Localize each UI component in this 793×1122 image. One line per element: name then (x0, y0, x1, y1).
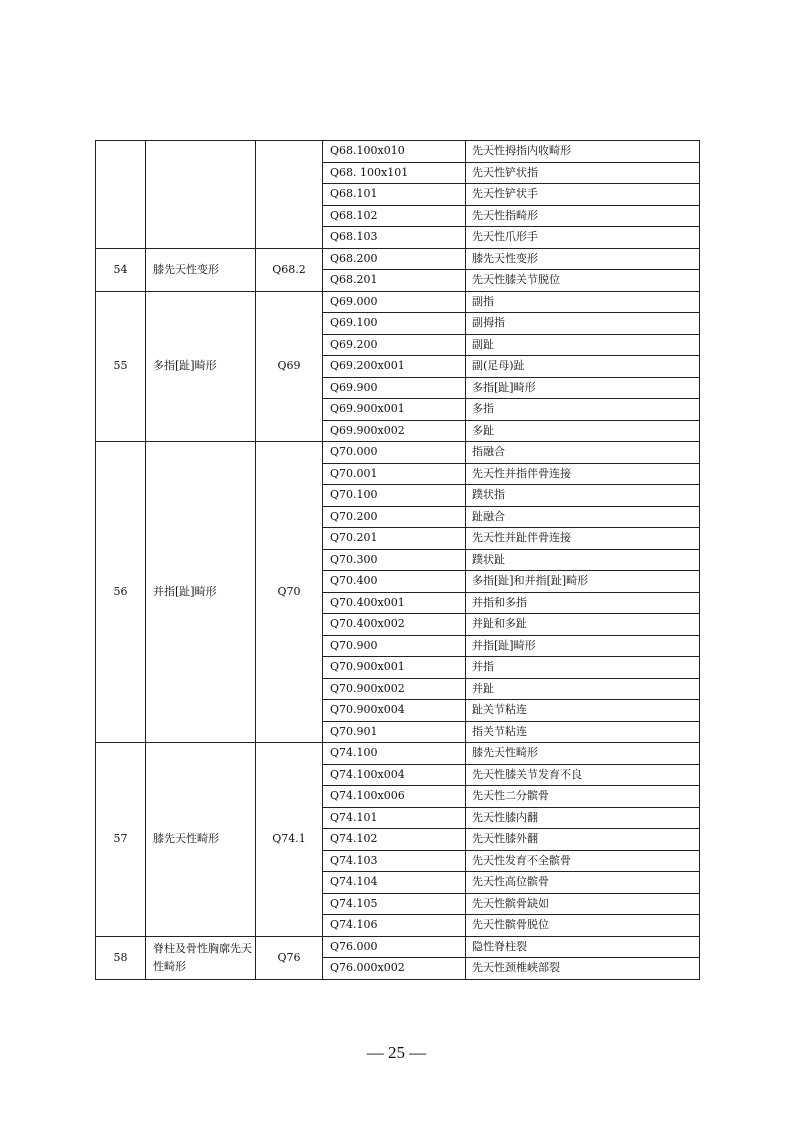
sub-diagnosis-name: 先天性并指伴骨连接 (466, 463, 700, 485)
sub-diagnosis-name: 先天性爪形手 (466, 227, 700, 249)
sub-diagnosis-name: 并指和多指 (466, 592, 700, 614)
table-row (96, 248, 700, 270)
sub-code: Q68.103 (323, 227, 466, 249)
sub-code: Q74.102 (323, 829, 466, 851)
sub-diagnosis-name: 并指[趾]畸形 (466, 635, 700, 657)
sub-diagnosis-name: 副拇指 (466, 313, 700, 335)
sub-diagnosis-name: 并趾和多趾 (466, 614, 700, 636)
group-disease-name: 并指[趾]畸形 (146, 442, 256, 743)
sub-code: Q69.200x001 (323, 356, 466, 378)
table-row (96, 936, 700, 958)
sub-diagnosis-name: 隐性脊柱裂 (466, 936, 700, 958)
sub-code: Q69.900x001 (323, 399, 466, 421)
sub-code: Q69.900 (323, 377, 466, 399)
sub-diagnosis-name: 先天性颈椎峡部裂 (466, 958, 700, 980)
sub-diagnosis-name: 趾关节粘连 (466, 700, 700, 722)
group-disease-name: 膝先天性变形 (146, 248, 256, 291)
sub-code: Q74.104 (323, 872, 466, 894)
group-disease-name: 多指[趾]畸形 (146, 291, 256, 442)
sub-diagnosis-name: 先天性膝内翻 (466, 807, 700, 829)
sub-code: Q70.400x001 (323, 592, 466, 614)
sub-diagnosis-name: 指融合 (466, 442, 700, 464)
group-disease-name: 膝先天性畸形 (146, 743, 256, 937)
sub-code: Q70.900x004 (323, 700, 466, 722)
sub-diagnosis-name: 副(足母)趾 (466, 356, 700, 378)
table-row (96, 743, 700, 765)
sub-diagnosis-name: 先天性指畸形 (466, 205, 700, 227)
sub-code: Q74.106 (323, 915, 466, 937)
sub-code: Q70.900x002 (323, 678, 466, 700)
group-disease-code (256, 141, 323, 249)
sub-code: Q74.100 (323, 743, 466, 765)
group-disease-code: Q76 (256, 936, 323, 979)
sub-code: Q74.105 (323, 893, 466, 915)
sub-diagnosis-name: 并指 (466, 657, 700, 679)
sub-code: Q70.200 (323, 506, 466, 528)
sub-code: Q74.101 (323, 807, 466, 829)
sub-diagnosis-name: 先天性二分髌骨 (466, 786, 700, 808)
sub-diagnosis-name: 多指[趾]畸形 (466, 377, 700, 399)
sub-diagnosis-name: 多指 (466, 399, 700, 421)
sub-code: Q69.200 (323, 334, 466, 356)
sub-code: Q76.000x002 (323, 958, 466, 980)
sub-code: Q70.300 (323, 549, 466, 571)
sub-code: Q70.901 (323, 721, 466, 743)
group-disease-code: Q69 (256, 291, 323, 442)
group-number: 54 (96, 248, 146, 291)
sub-code: Q70.100 (323, 485, 466, 507)
sub-diagnosis-name: 蹼状趾 (466, 549, 700, 571)
sub-code: Q74.103 (323, 850, 466, 872)
group-disease-code: Q68.2 (256, 248, 323, 291)
group-number (96, 141, 146, 249)
sub-code: Q68.100x010 (323, 141, 466, 163)
sub-diagnosis-name: 副趾 (466, 334, 700, 356)
sub-diagnosis-name: 先天性铲状指 (466, 162, 700, 184)
sub-diagnosis-name: 副指 (466, 291, 700, 313)
sub-code: Q69.900x002 (323, 420, 466, 442)
sub-diagnosis-name: 先天性髌骨脱位 (466, 915, 700, 937)
sub-diagnosis-name: 先天性膝外翻 (466, 829, 700, 851)
sub-diagnosis-name: 趾融合 (466, 506, 700, 528)
sub-diagnosis-name: 先天性高位髌骨 (466, 872, 700, 894)
sub-diagnosis-name: 先天性膝关节发育不良 (466, 764, 700, 786)
group-disease-name (146, 141, 256, 249)
group-number: 56 (96, 442, 146, 743)
sub-diagnosis-name: 先天性膝关节脱位 (466, 270, 700, 292)
sub-code: Q74.100x004 (323, 764, 466, 786)
sub-diagnosis-name: 多趾 (466, 420, 700, 442)
page-number: — 25 — (366, 1043, 427, 1062)
sub-diagnosis-name: 指关节粘连 (466, 721, 700, 743)
sub-diagnosis-name: 蹼状指 (466, 485, 700, 507)
group-number: 58 (96, 936, 146, 979)
sub-code: Q68.102 (323, 205, 466, 227)
sub-code: Q70.900 (323, 635, 466, 657)
group-disease-code: Q74.1 (256, 743, 323, 937)
sub-diagnosis-name: 先天性铲状手 (466, 184, 700, 206)
sub-diagnosis-name: 先天性髌骨缺如 (466, 893, 700, 915)
group-disease-name: 脊柱及骨性胸廓先天性畸形 (146, 936, 256, 979)
sub-code: Q70.001 (323, 463, 466, 485)
group-number: 57 (96, 743, 146, 937)
disease-code-table (95, 140, 700, 980)
sub-code: Q74.100x006 (323, 786, 466, 808)
group-disease-code: Q70 (256, 442, 323, 743)
sub-code: Q70.000 (323, 442, 466, 464)
sub-code: Q68.200 (323, 248, 466, 270)
sub-code: Q70.900x001 (323, 657, 466, 679)
sub-diagnosis-name: 膝先天性变形 (466, 248, 700, 270)
sub-diagnosis-name: 膝先天性畸形 (466, 743, 700, 765)
sub-code: Q70.400x002 (323, 614, 466, 636)
sub-code: Q76.000 (323, 936, 466, 958)
sub-diagnosis-name: 先天性拇指内收畸形 (466, 141, 700, 163)
table-row (96, 141, 700, 163)
sub-code: Q68. 100x101 (323, 162, 466, 184)
sub-diagnosis-name: 先天性发育不全髌骨 (466, 850, 700, 872)
sub-diagnosis-name: 先天性并趾伴骨连接 (466, 528, 700, 550)
sub-code: Q69.000 (323, 291, 466, 313)
table-row (96, 442, 700, 464)
sub-code: Q69.100 (323, 313, 466, 335)
sub-diagnosis-name: 并趾 (466, 678, 700, 700)
table-row (96, 291, 700, 313)
group-number: 55 (96, 291, 146, 442)
sub-code: Q70.201 (323, 528, 466, 550)
sub-code: Q68.201 (323, 270, 466, 292)
sub-code: Q68.101 (323, 184, 466, 206)
sub-diagnosis-name: 多指[趾]和并指[趾]畸形 (466, 571, 700, 593)
sub-code: Q70.400 (323, 571, 466, 593)
